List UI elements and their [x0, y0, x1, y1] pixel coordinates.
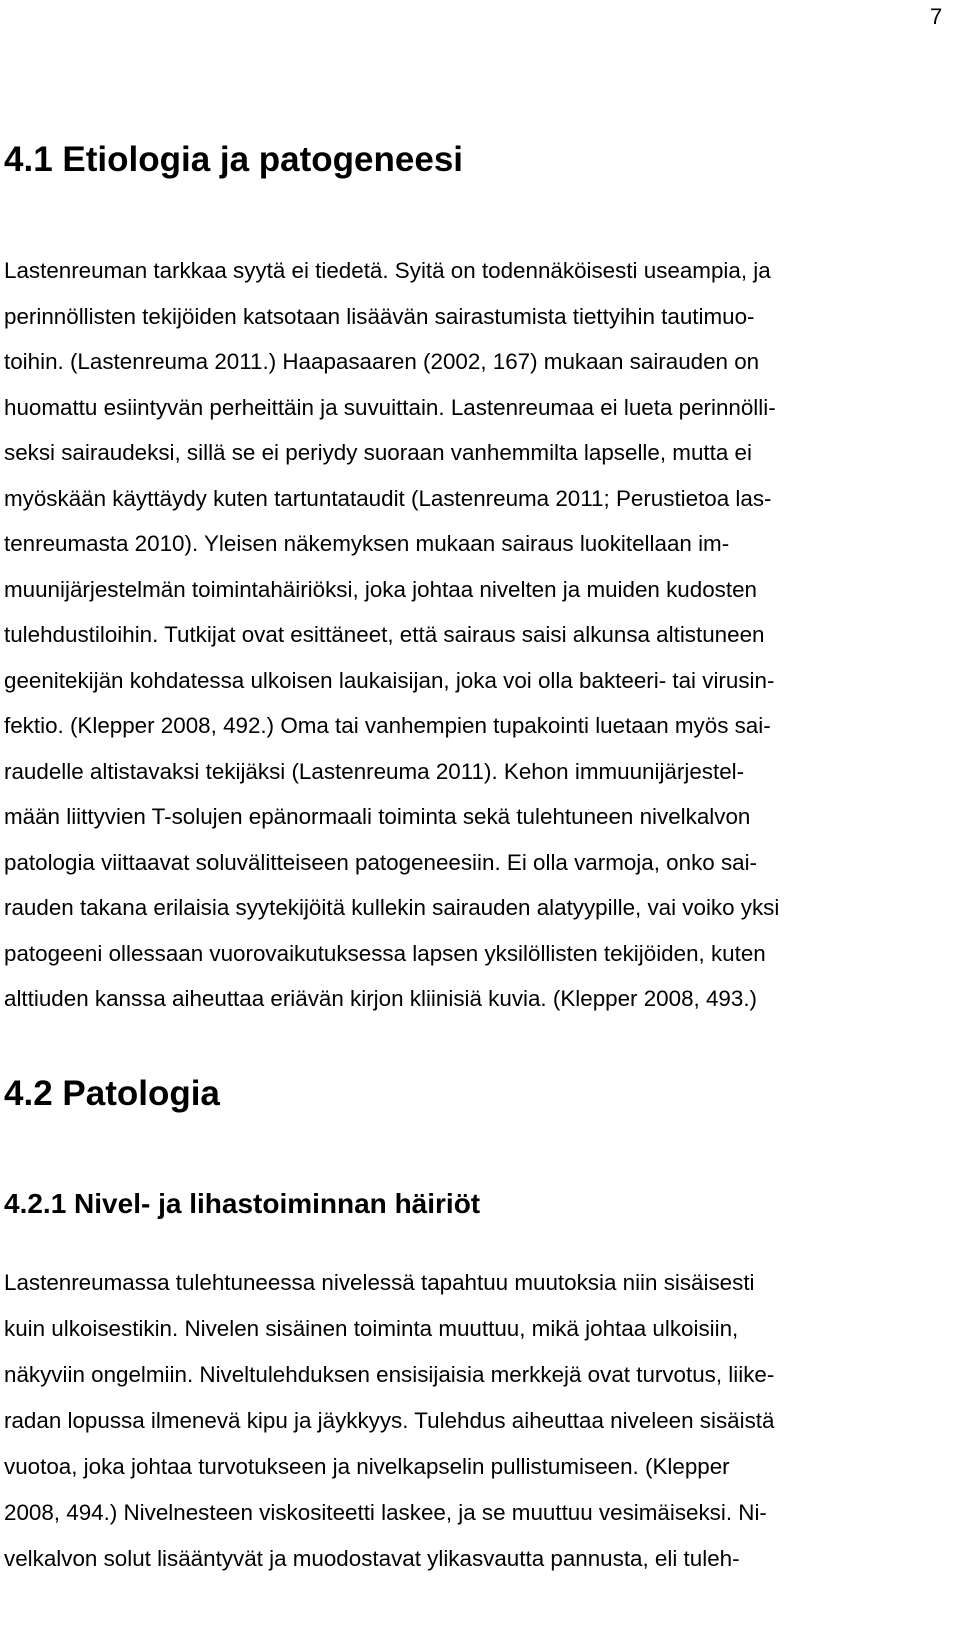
text-line: mään liittyvien T-solujen epänormaali toiminta sekä tulehtuneen nivelkalvon [4, 804, 751, 829]
text-line: tenreumasta 2010). Yleisen näkemyksen mukaan sairaus luokitellaan im- [4, 531, 730, 556]
text-line: rauden takana erilaisia syytekijöitä kullekin sairauden alatyypille, vai voiko yksi [4, 895, 780, 920]
text-line: kuin ulkoisestikin. Nivelen sisäinen toiminta muuttuu, mikä johtaa ulkoisiin, [4, 1316, 739, 1341]
text-line: alttiuden kanssa aiheuttaa eriävän kirjon kliinisiä kuvia. (Klepper 2008, 493.) [4, 986, 758, 1011]
text-line: Lastenreumassa tulehtuneessa nivelessä tapahtuu muutoksia niin sisäisesti [4, 1270, 755, 1295]
text-line: fektio. (Klepper 2008, 492.) Oma tai vanhempien tupakointi luetaan myös sai- [4, 713, 771, 738]
text-line: vuotoa, joka johtaa turvotukseen ja nivelkapselin pullistumiseen. (Klepper [4, 1454, 730, 1479]
text-line: Lastenreuman tarkkaa syytä ei tiedetä. Syitä on todennäköisesti useampia, ja [4, 258, 771, 283]
text-line: raudelle altistavaksi tekijäksi (Lastenreuma 2011). Kehon immuunijärjestel- [4, 758, 745, 784]
section-heading-patologia: 4.2 Patologia [4, 1074, 220, 1113]
text-line: geenitekijän kohdatessa ulkoisen laukaisijan, joka voi olla bakteeri- tai virusin- [4, 667, 775, 693]
text-line: radan lopussa ilmenevä kipu ja jäykkyys. Tulehdus aiheuttaa niveleen sisäistä [4, 1408, 775, 1433]
text-line: näkyviin ongelmiin. Niveltulehduksen ensisijaisia merkkejä ovat turvotus, liike- [4, 1362, 775, 1387]
text-line: patogeeni ollessaan vuorovaikutuksessa lapsen yksilöllisten tekijöiden, kuten [4, 940, 766, 966]
text-line: myöskään käyttäydy kuten tartuntataudit (Lastenreuma 2011; Perustietoa las- [4, 485, 772, 511]
text-line: muunijärjestelmän toimintahäiriöksi, joka johtaa nivelten ja muiden kudosten [4, 576, 757, 602]
text-line: patologia viittaavat soluvälitteiseen patogeneesiin. Ei olla varmoja, onko sai- [4, 849, 758, 875]
text-line: toihin. (Lastenreuma 2011.) Haapasaaren (2002, 167) mukaan sairauden on [4, 349, 760, 374]
section-heading-etiologia: 4.1 Etiologia ja patogeneesi [4, 140, 464, 179]
paragraph-etiologia [4, 248, 960, 1022]
text-line: seksi sairaudeksi, sillä se ei periydy suoraan vanhemmilta lapselle, mutta ei [4, 440, 752, 465]
text-line: 2008, 494.) Nivelnesteen viskositeetti laskee, ja se muuttuu vesimäiseksi. Ni- [4, 1500, 767, 1525]
text-line: velkalvon solut lisääntyvät ja muodostavat ylikasvautta pannusta, eli tuleh- [4, 1546, 740, 1571]
subsection-heading-nivel-lihastoiminta: 4.2.1 Nivel- ja lihastoiminnan häiriöt [4, 1188, 481, 1219]
text-line: huomattu esiintyvän perheittäin ja suvuittain. Lastenreumaa ei lueta perinnölli- [4, 394, 776, 420]
page-number: 7 [930, 4, 943, 29]
text-line: tulehdustiloihin. Tutkijat ovat esittäneet, että sairaus saisi alkunsa altistuneen [4, 622, 765, 647]
text-line: perinnöllisten tekijöiden katsotaan lisäävän sairastumista tiettyihin tautimuo- [4, 303, 755, 329]
paragraph-nivel-lihastoiminta [4, 1260, 960, 1582]
